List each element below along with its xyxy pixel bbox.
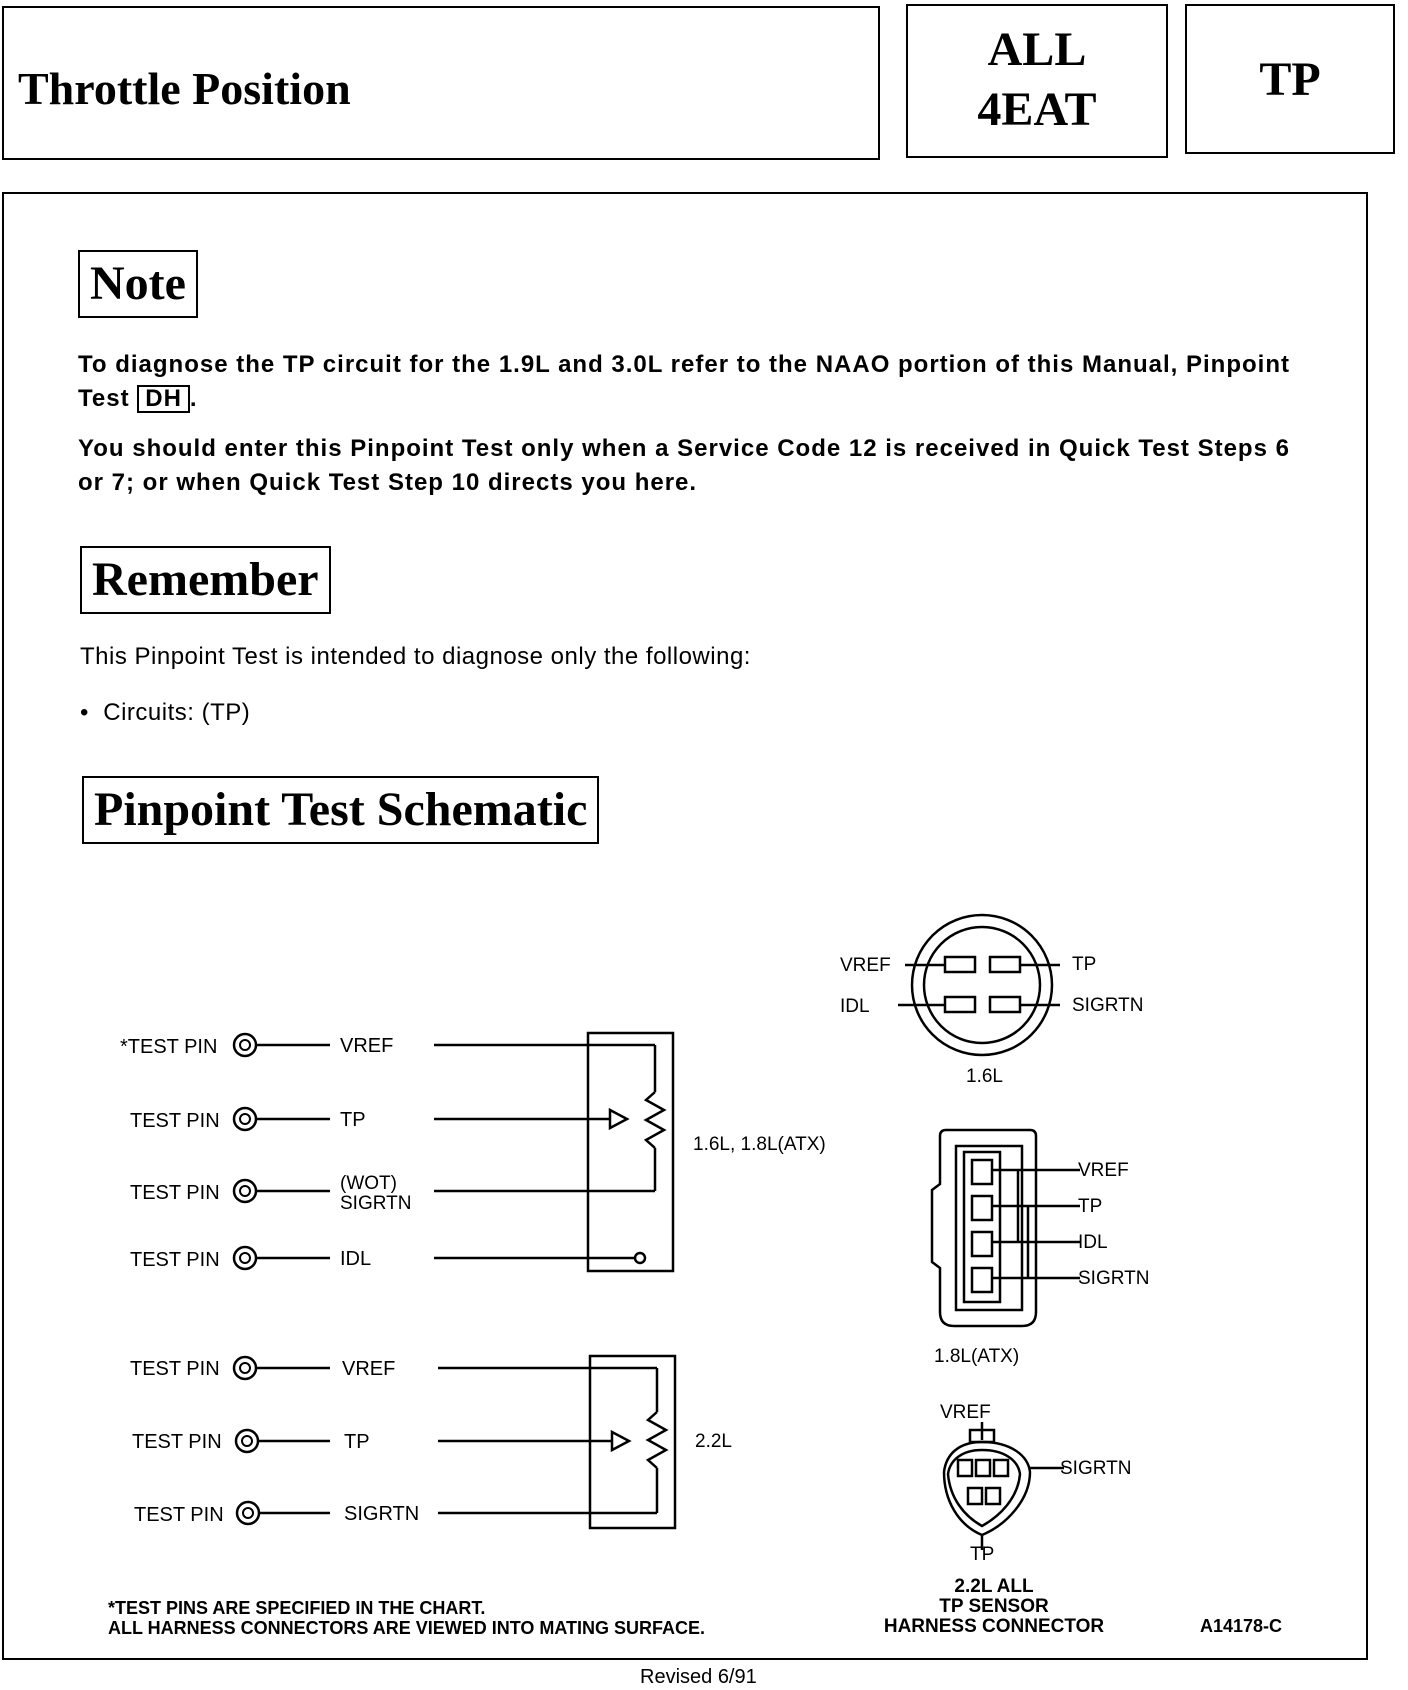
note-para1-text: To diagnose the TP circuit for the 1.9L and 3.0L refer to the NAAO portion of this Manual, Pinpoint Test <box>78 351 1290 412</box>
g2-pin1-signal: VREF <box>342 1358 396 1380</box>
note-heading: Note <box>78 250 198 318</box>
g1-pin1-label: *TEST PIN <box>120 1036 218 1058</box>
title-box <box>2 6 880 160</box>
conn16-left-top: VREF <box>840 955 891 976</box>
conn22-caption-line2: TP SENSOR <box>939 1596 1049 1617</box>
applies-line2: 4EAT <box>977 83 1097 136</box>
g1-pin1-signal: VREF <box>340 1035 394 1057</box>
remember-intro: This Pinpoint Test is intended to diagnose only the following: <box>80 643 751 670</box>
conn22-right: SIGRTN <box>1060 1458 1132 1479</box>
g1-pin3-signal-line1: (WOT) <box>340 1173 397 1194</box>
g1-pin2-label: TEST PIN <box>130 1110 220 1132</box>
conn22-caption-line3: HARNESS CONNECTOR <box>883 1616 1105 1637</box>
g2-pin2-label: TEST PIN <box>132 1431 222 1453</box>
conn16-left-bottom: IDL <box>840 996 870 1017</box>
conn22-top: VREF <box>940 1402 991 1423</box>
footnote-line1: *TEST PINS ARE SPECIFIED IN THE CHART. <box>108 1598 486 1618</box>
conn18-pin-idl: IDL <box>1078 1232 1108 1253</box>
note-paragraph-2: You should enter this Pinpoint Test only when a Service Code 12 is received in Quick Test Steps 6 or 7; or when Quick Test Step 10 directs you here. <box>78 435 1290 496</box>
conn16-caption: 1.6L <box>966 1066 1003 1087</box>
conn18-pin-vref: VREF <box>1078 1160 1129 1181</box>
g1-pin4-label: TEST PIN <box>130 1249 220 1271</box>
g2-pin3-signal: SIGRTN <box>344 1503 420 1525</box>
bullet-text: Circuits: (TP) <box>103 699 251 726</box>
conn18-caption: 1.8L(ATX) <box>934 1346 1020 1367</box>
code-label: TP <box>1259 53 1321 106</box>
note-para1-end: . <box>189 385 198 412</box>
g2-pin1-label: TEST PIN <box>130 1358 220 1380</box>
note-paragraph-1 <box>78 348 1298 416</box>
page-title: Throttle Position <box>18 63 351 114</box>
group-2-component-label: 2.2L <box>695 1431 732 1452</box>
group-1-component-label: 1.6L, 1.8L(ATX) <box>693 1134 826 1155</box>
g1-pin4-signal: IDL <box>340 1248 372 1270</box>
bullet-dot: • <box>80 699 89 726</box>
applies-line1: ALL <box>987 23 1087 76</box>
g2-pin2-signal: TP <box>344 1431 370 1453</box>
conn22-caption-line1: 2.2L ALL <box>954 1576 1034 1597</box>
g2-pin3-label: TEST PIN <box>134 1504 224 1526</box>
conn22-bottom: TP <box>970 1544 995 1565</box>
revised-date: Revised 6/91 <box>640 1666 757 1688</box>
figure-id: A14178-C <box>1200 1616 1283 1636</box>
g1-pin3-signal-line2: SIGRTN <box>340 1193 412 1214</box>
remember-bullet <box>80 696 1280 730</box>
footnote-line2: ALL HARNESS CONNECTORS ARE VIEWED INTO MATING SURFACE. <box>108 1618 706 1638</box>
pinpoint-test-ref: DH <box>137 385 190 413</box>
g1-pin3-label: TEST PIN <box>130 1182 220 1204</box>
conn16-right-bottom: SIGRTN <box>1072 995 1144 1016</box>
remember-heading: Remember <box>80 546 331 614</box>
conn18-pin-sigrtn: SIGRTN <box>1078 1268 1150 1289</box>
code-box <box>1185 4 1395 154</box>
schematic-heading: Pinpoint Test Schematic <box>82 776 599 844</box>
g1-pin2-signal: TP <box>340 1109 366 1131</box>
conn16-right-top: TP <box>1072 954 1097 975</box>
applies-box <box>906 4 1168 158</box>
conn18-pin-tp: TP <box>1078 1196 1103 1217</box>
